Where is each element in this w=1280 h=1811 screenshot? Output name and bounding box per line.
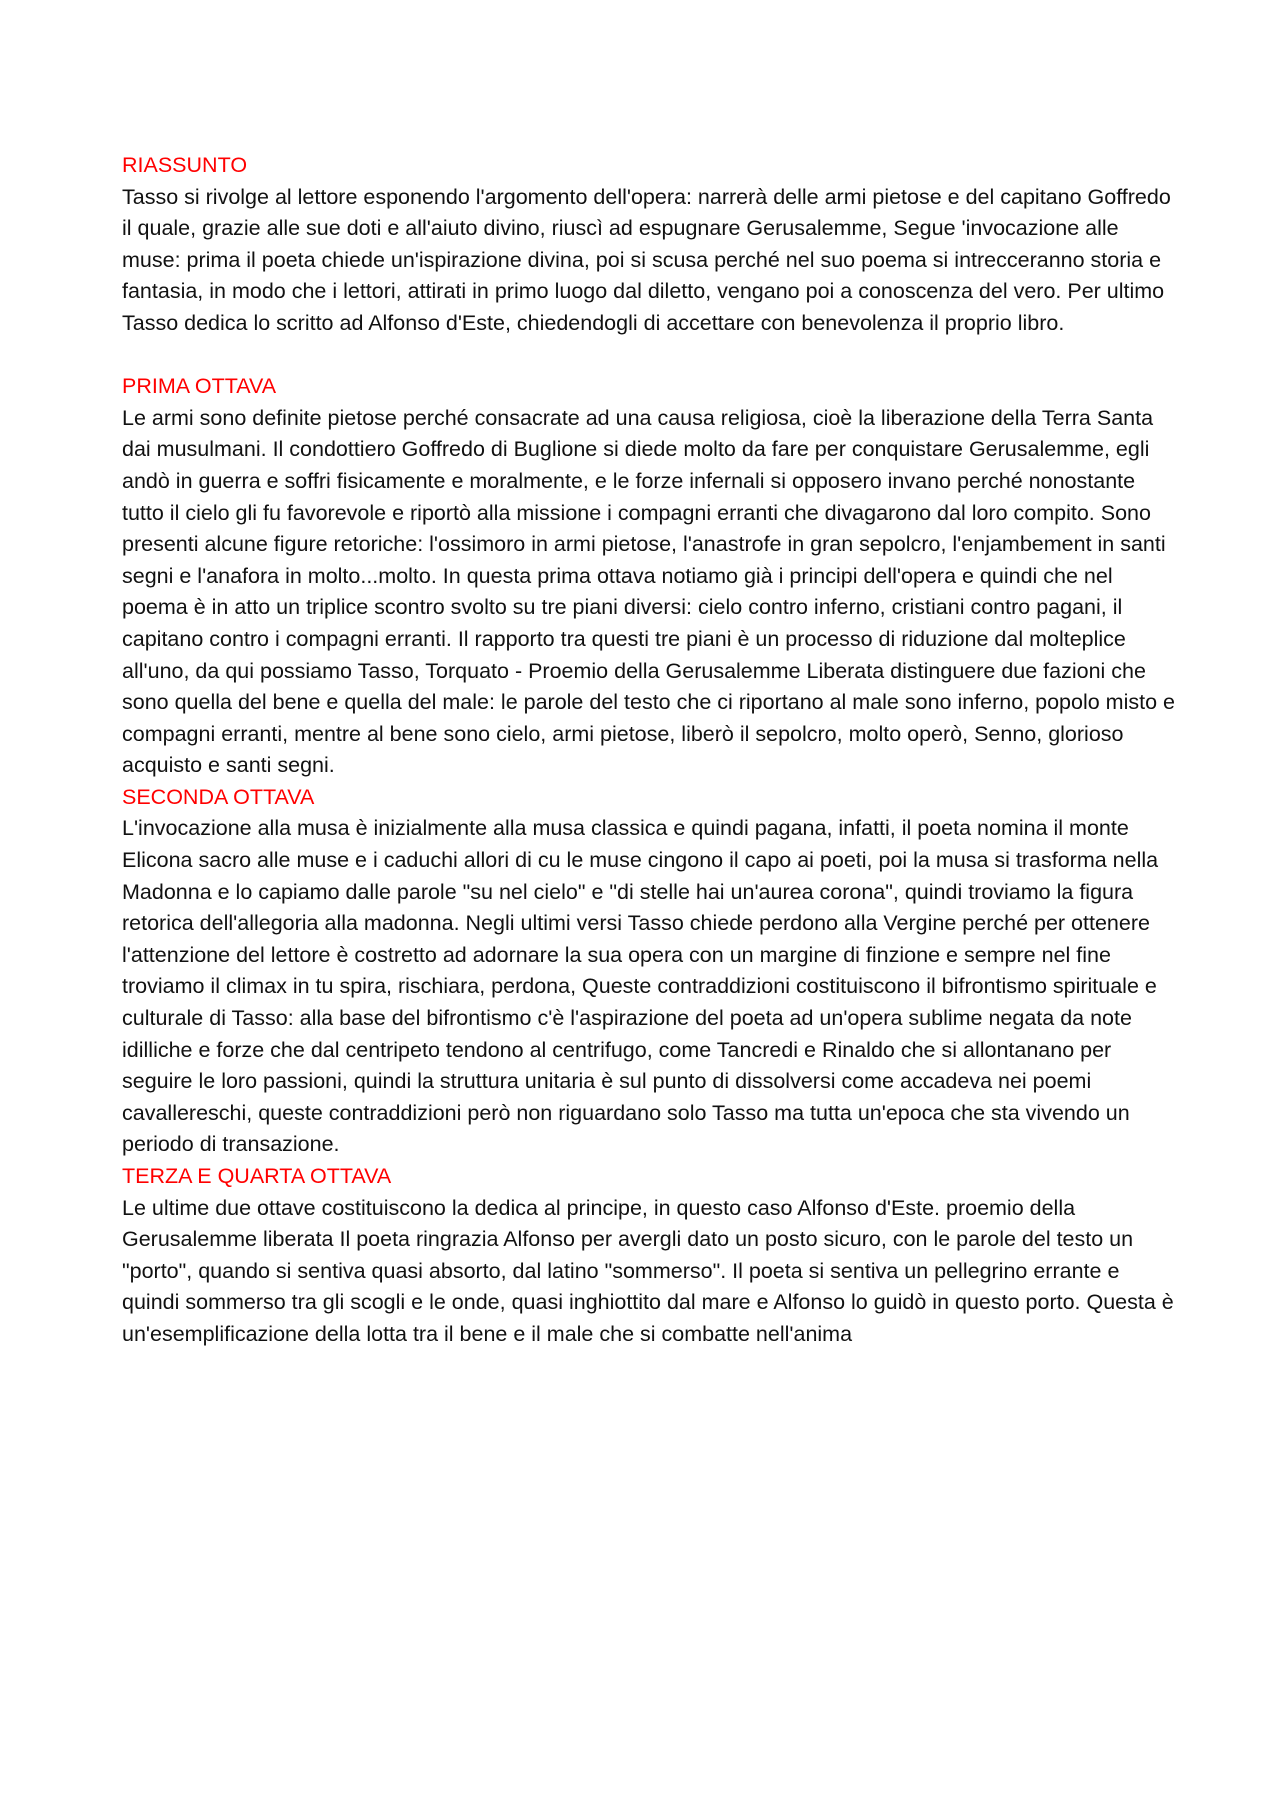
section-seconda-ottava — [122, 782, 1182, 1161]
section-heading: TERZA E QUARTA OTTAVA — [122, 1164, 392, 1188]
section-terza-quarta-ottava — [122, 1161, 1182, 1351]
section-heading: PRIMA OTTAVA — [122, 374, 277, 399]
section-paragraph: Le armi sono definite pietose perché consacrate ad una causa religiosa, cioè la liberazione della Terra Santa dai musulmani. Il condottiero Goffredo di Buglione si diede molto da fare per conquistare Gerusalemme, egli andò in guerra e soffri fisicamente e moralmente, e le forze infernali si opposero invano perché nonostante tutto il cielo gli fu favorevole e riportò alla missione i compagni erranti che divagarono dal loro compito. Sono presenti alcune figure retoriche: l'ossimoro in armi pietose, l'anastrofe in gran sepolcro, l'enjambement in santi segni e l'anafora in molto...molto. In questa prima ottava notiamo già i principi dell'opera e quindi che nel poema è in atto un triplice scontro svolto su tre piani diversi: cielo contro inferno, cristiani contro pagani, il capitano contro i compagni erranti. Il rapporto tra questi tre piani è un processo di riduzione dal molteplice all'uno, da qui possiamo Tasso, Torquato - Proemio della Gerusalemme Liberata distinguere due fazioni che sono quella del bene e quella del male: le parole del testo che ci riportano al male sono inferno, popolo misto e compagni erranti, mentre al bene sono cielo, armi pietose, liberò il sepolcro, molto operò, Senno, glorioso acquisto e santi segni. — [122, 405, 1175, 778]
paragraph-spacer — [122, 340, 1182, 372]
section-paragraph: L'invocazione alla musa è inizialmente alla musa classica e quindi pagana, infatti, il poeta nomina il monte Elicona sacro alle muse e i caduchi allori di cu le muse cingono il capo ai poeti, poi la musa si trasforma nella Madonna e lo capiamo dalle parole "su nel cielo" e "di stelle hai un'aurea corona", quindi troviamo la figura retorica dell'allegoria alla madonna. Negli ultimi versi Tasso chiede perdono alla Vergine perché per ottenere l'attenzione del lettore è costretto ad adornare la sua opera con un margine di finzione e sempre nel fine troviamo il climax in tu spira, rischiara, perdona, Queste contraddizioni costituiscono il bifrontismo spirituale e culturale di Tasso: alla base del bifrontismo c'è l'aspirazione del poeta ad un'opera sublime negata da note idilliche e forze che dal centripeto tendono al centrifugo, come Tancredi e Rinaldo che si allontanano per seguire le loro passioni, quindi la struttura unitaria è sul punto di dissolversi come accadeva nei poemi cavallereschi, queste contraddizioni però non riguardano solo Tasso ma tutta un'epoca che sta vivendo un periodo di transazione. — [122, 816, 1159, 1157]
section-prima-ottava — [122, 371, 1182, 782]
section-paragraph: Tasso si rivolge al lettore esponendo l'argomento dell'opera: narrerà delle armi pietose e del capitano Goffredo il quale, grazie alle sue doti e all'aiuto divino, riuscì ad espugnare Gerusalemme, Segue 'invocazione alle muse: prima il poeta chiede un'ispirazione divina, poi si scusa perché nel suo poema si intrecceranno storia e fantasia, in modo che i lettori, attirati in primo luogo dal diletto, vengano poi a conoscenza del vero. Per ultimo Tasso dedica lo scritto ad Alfonso d'Este, chiedendogli di accettare con benevolenza il proprio libro. — [122, 184, 1171, 335]
section-heading: RIASSUNTO — [122, 153, 248, 177]
document-page — [122, 150, 1182, 1351]
section-heading: SECONDA OTTAVA — [122, 784, 315, 809]
section-paragraph: Le ultime due ottave costituiscono la dedica al principe, in questo caso Alfonso d'Este. proemio della Gerusalemme liberata Il poeta ringrazia Alfonso per avergli dato un posto sicuro, con le parole del testo un "porto", quando si sentiva quasi absorto, dal latino "sommerso". Il poeta si sentiva un pellegrino errante e quindi sommerso tra gli scogli e le onde, quasi inghiottito dal mare e Alfonso lo guidò in questo porto. Questa è un'esemplificazione della lotta tra il bene e il male che si combatte nell'anima — [122, 1195, 1174, 1346]
section-riassunto — [122, 150, 1182, 340]
